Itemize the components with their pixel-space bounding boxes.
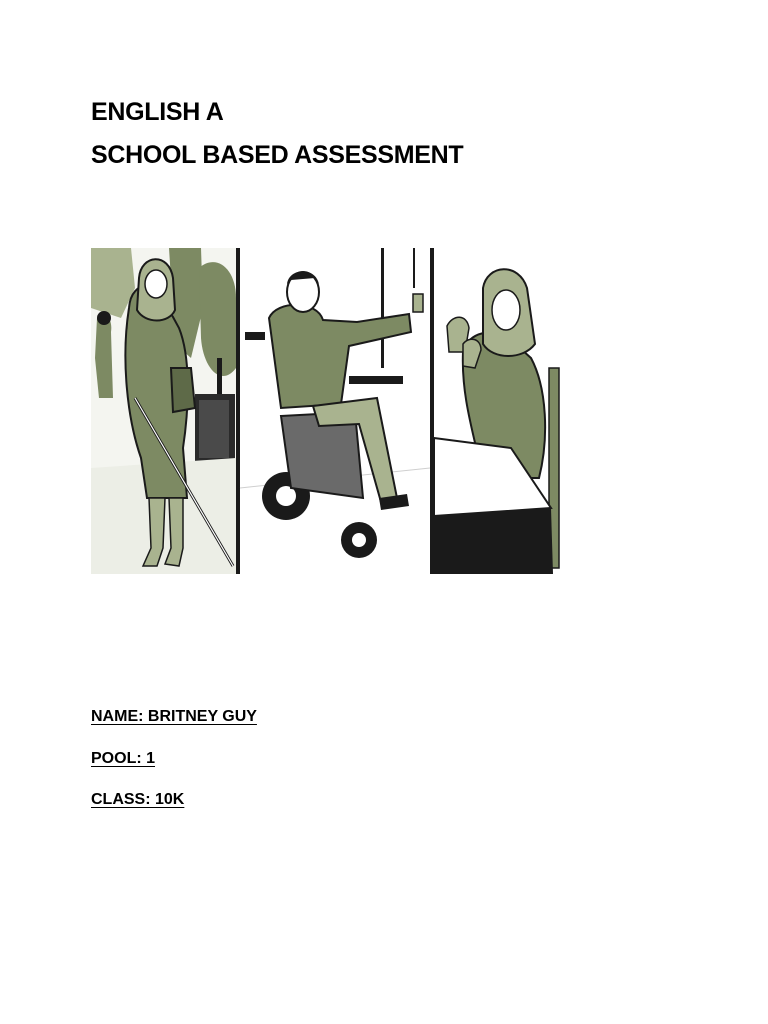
panel-man-in-wheelchair (240, 248, 430, 574)
student-pool: POOL: 1 (91, 750, 156, 767)
document-title: ENGLISH A (91, 98, 224, 126)
student-class: CLASS: 10K (91, 791, 185, 808)
document-subtitle: SCHOOL BASED ASSESSMENT (91, 141, 464, 169)
panel-woman-with-cane (91, 248, 236, 574)
panel-woman-sign-language (434, 248, 567, 574)
student-name: NAME: BRITNEY GUY (91, 708, 257, 725)
cover-illustration (91, 248, 567, 574)
